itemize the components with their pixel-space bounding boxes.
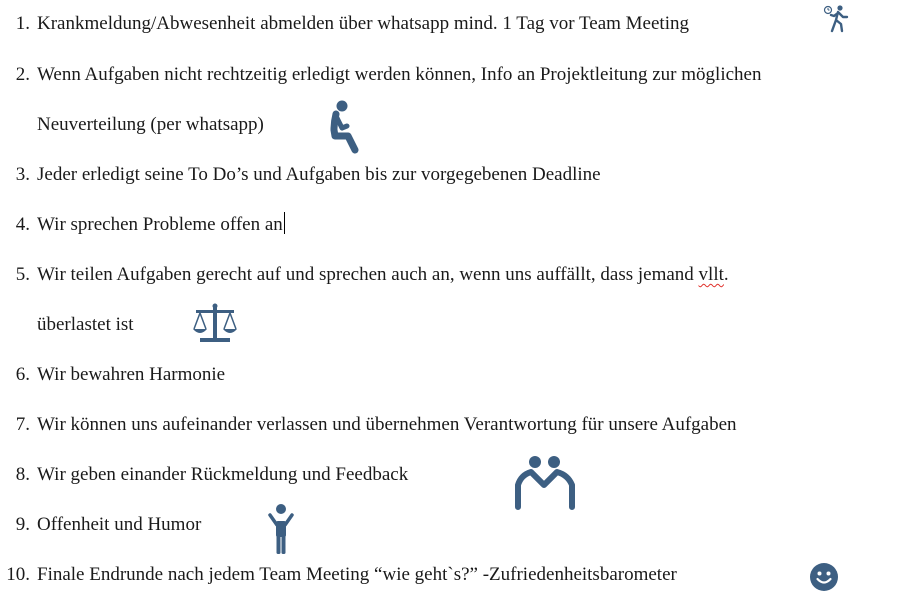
list-text: Jeder erledigt seine To Do’s und Aufgaben bis zur vorgegebenen Deadline — [37, 164, 601, 185]
list-number: 3. — [15, 164, 30, 185]
text-cursor — [284, 212, 285, 234]
list-number: 5. — [15, 264, 30, 285]
list-text: Wir bewahren Harmonie — [37, 364, 226, 385]
list-text: Krankmeldung/Abwesenheit abmelden über whatsapp mind. 1 Tag vor Team Meeting — [37, 13, 689, 34]
list-number: 2. — [15, 64, 30, 85]
list-text: Offenheit und Humor — [37, 514, 202, 535]
running-late-person-icon — [822, 4, 850, 34]
list-text: Finale Endrunde nach jedem Team Meeting “wie geht`s?” -Zufriedenheitsbarometer — [37, 564, 677, 585]
list-number: 9. — [15, 514, 30, 535]
list-number: 1. — [15, 13, 30, 34]
balance-scale-icon — [192, 301, 238, 345]
list-number: 6. — [15, 364, 30, 385]
list-text-with-cursor[interactable] — [37, 212, 285, 238]
list-number: 4. — [15, 214, 30, 235]
list-text: Wir geben einander Rückmeldung und Feedback — [37, 464, 409, 485]
spellcheck-word[interactable]: vllt — [698, 264, 724, 285]
list-number: 10. — [6, 564, 30, 585]
list-text: Wir können uns aufeinander verlassen und übernehmen Verantwortung für unsere Aufgaben — [37, 414, 737, 435]
list-text-part: Wir teilen Aufgaben gerecht auf und sprechen auch an, wenn uns auffällt, dass jemand — [37, 264, 699, 285]
list-text: Neuverteilung (per whatsapp) — [37, 114, 264, 135]
smiley-face-icon — [809, 562, 839, 592]
list-number: 7. — [15, 414, 30, 435]
list-number: 8. — [15, 464, 30, 485]
list-text: überlastet ist — [37, 314, 134, 335]
list-text: Wir sprechen Probleme offen an — [37, 214, 283, 235]
seated-person-icon — [322, 100, 362, 154]
two-people-embrace-icon — [513, 455, 577, 511]
list-text — [37, 262, 729, 288]
list-text-part: . — [723, 264, 729, 285]
person-standing-icon — [266, 503, 296, 557]
list-text: Wenn Aufgaben nicht rechtzeitig erledigt werden können, Info an Projektleitung zur möglichen — [37, 64, 762, 85]
